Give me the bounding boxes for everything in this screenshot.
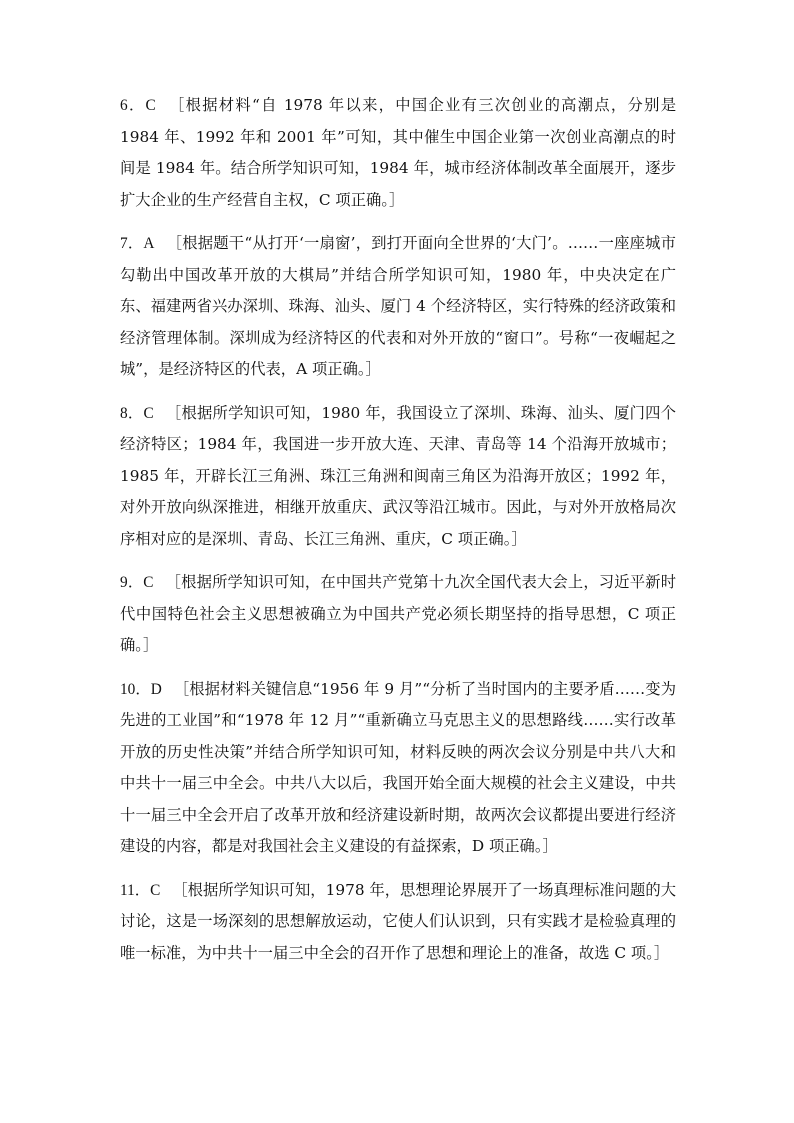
answer-explanation: ［根据所学知识可知，1980 年，我国设立了深圳、珠海、汕头、厦门四个经济特区；1984 年，我国进一步开放大连、天津、青岛等 14 个沿海开放城市；1985 年，开辟长江三角洲、珠江三角洲和闽南三角区为沿海开放区；1992 年，对外开放向纵深推进，相继开放重庆、武汉等沿江城市。因此，与对外开放格局次序相对应的是深圳、青岛、长江三角洲、重庆，C 项正确。］ (120, 403, 677, 548)
answer-11 (120, 875, 676, 970)
answer-7 (120, 228, 676, 386)
answer-10 (120, 674, 676, 863)
answer-choice: C (145, 97, 156, 114)
answer-explanation: ［根据题干“从打开‘一扇窗’，到打开面向全世界的‘大门’。……一座座城市勾勒出中国改革开放的大棋局”并结合所学知识可知，1980 年，中央决定在广东、福建两省兴办深圳、珠海、汕头、厦门 4 个经济特区，实行特殊的经济政策和经济管理体制。深圳成为经济特区的代表和对外开放的“窗口”。号称“一夜崛起之城”，是经济特区的代表，A 项正确。］ (120, 234, 676, 378)
answer-explanation: ［根据材料“自 1978 年以来，中国企业有三次创业的高潮点，分别是 1984 年、1992 年和 2001 年”可知，其中催生中国企业第一次创业高潮点的时间是 1984 年。结合所学知识可知，1984 年，城市经济体制改革全面展开，逐步扩大企业的生产经营自主权，C 项正确。］ (120, 96, 676, 209)
answer-6 (120, 90, 676, 216)
question-number: 9． (120, 574, 144, 591)
answer-8 (120, 398, 676, 556)
answer-explanation: ［根据材料关键信息“1956 年 9 月”“分析了当时国内的主要矛盾……变为先进的工业国”和“1978 年 12 月”“重新确立马克思主义的思想路线……实行改革开放的历史性决策”并结合所学知识可知，材料反映的两次会议分别是中共八大和中共十一届三中全会。中共八大以后，我国开始全面大规模的社会主义建设，中共十一届三中全会开启了改革开放和经济建设新时期，故两次会议都提出要进行经济建设的内容，都是对我国社会主义建设的有益探索，D 项正确。］ (120, 679, 676, 855)
answer-choice: C (150, 881, 161, 899)
answer-choice: C (143, 404, 154, 422)
answer-explanation: ［根据所学知识可知，在中国共产党第十九次全国代表大会上，习近平新时代中国特色社会主义思想被确立为中国共产党必须长期坚持的指导思想，C 项正确。］ (120, 573, 676, 654)
answer-choice: D (150, 680, 162, 698)
answer-9 (120, 567, 676, 662)
question-number: 8． (120, 404, 144, 422)
question-number: 7． (120, 235, 144, 252)
answer-choice: C (143, 574, 154, 591)
answer-sheet (120, 90, 676, 981)
answer-choice: A (143, 235, 155, 252)
question-number: 6． (120, 97, 146, 114)
question-number: 10． (120, 680, 151, 698)
question-number: 11． (120, 881, 151, 899)
answer-explanation: ［根据所学知识可知，1978 年，思想理论界展开了一场真理标准问题的大讨论，这是一场深刻的思想解放运动，它使人们认识到，只有实践才是检验真理的唯一标准，为中共十一届三中全会的召开作了思想和理论上的准备，故选 C 项。］ (120, 880, 676, 962)
